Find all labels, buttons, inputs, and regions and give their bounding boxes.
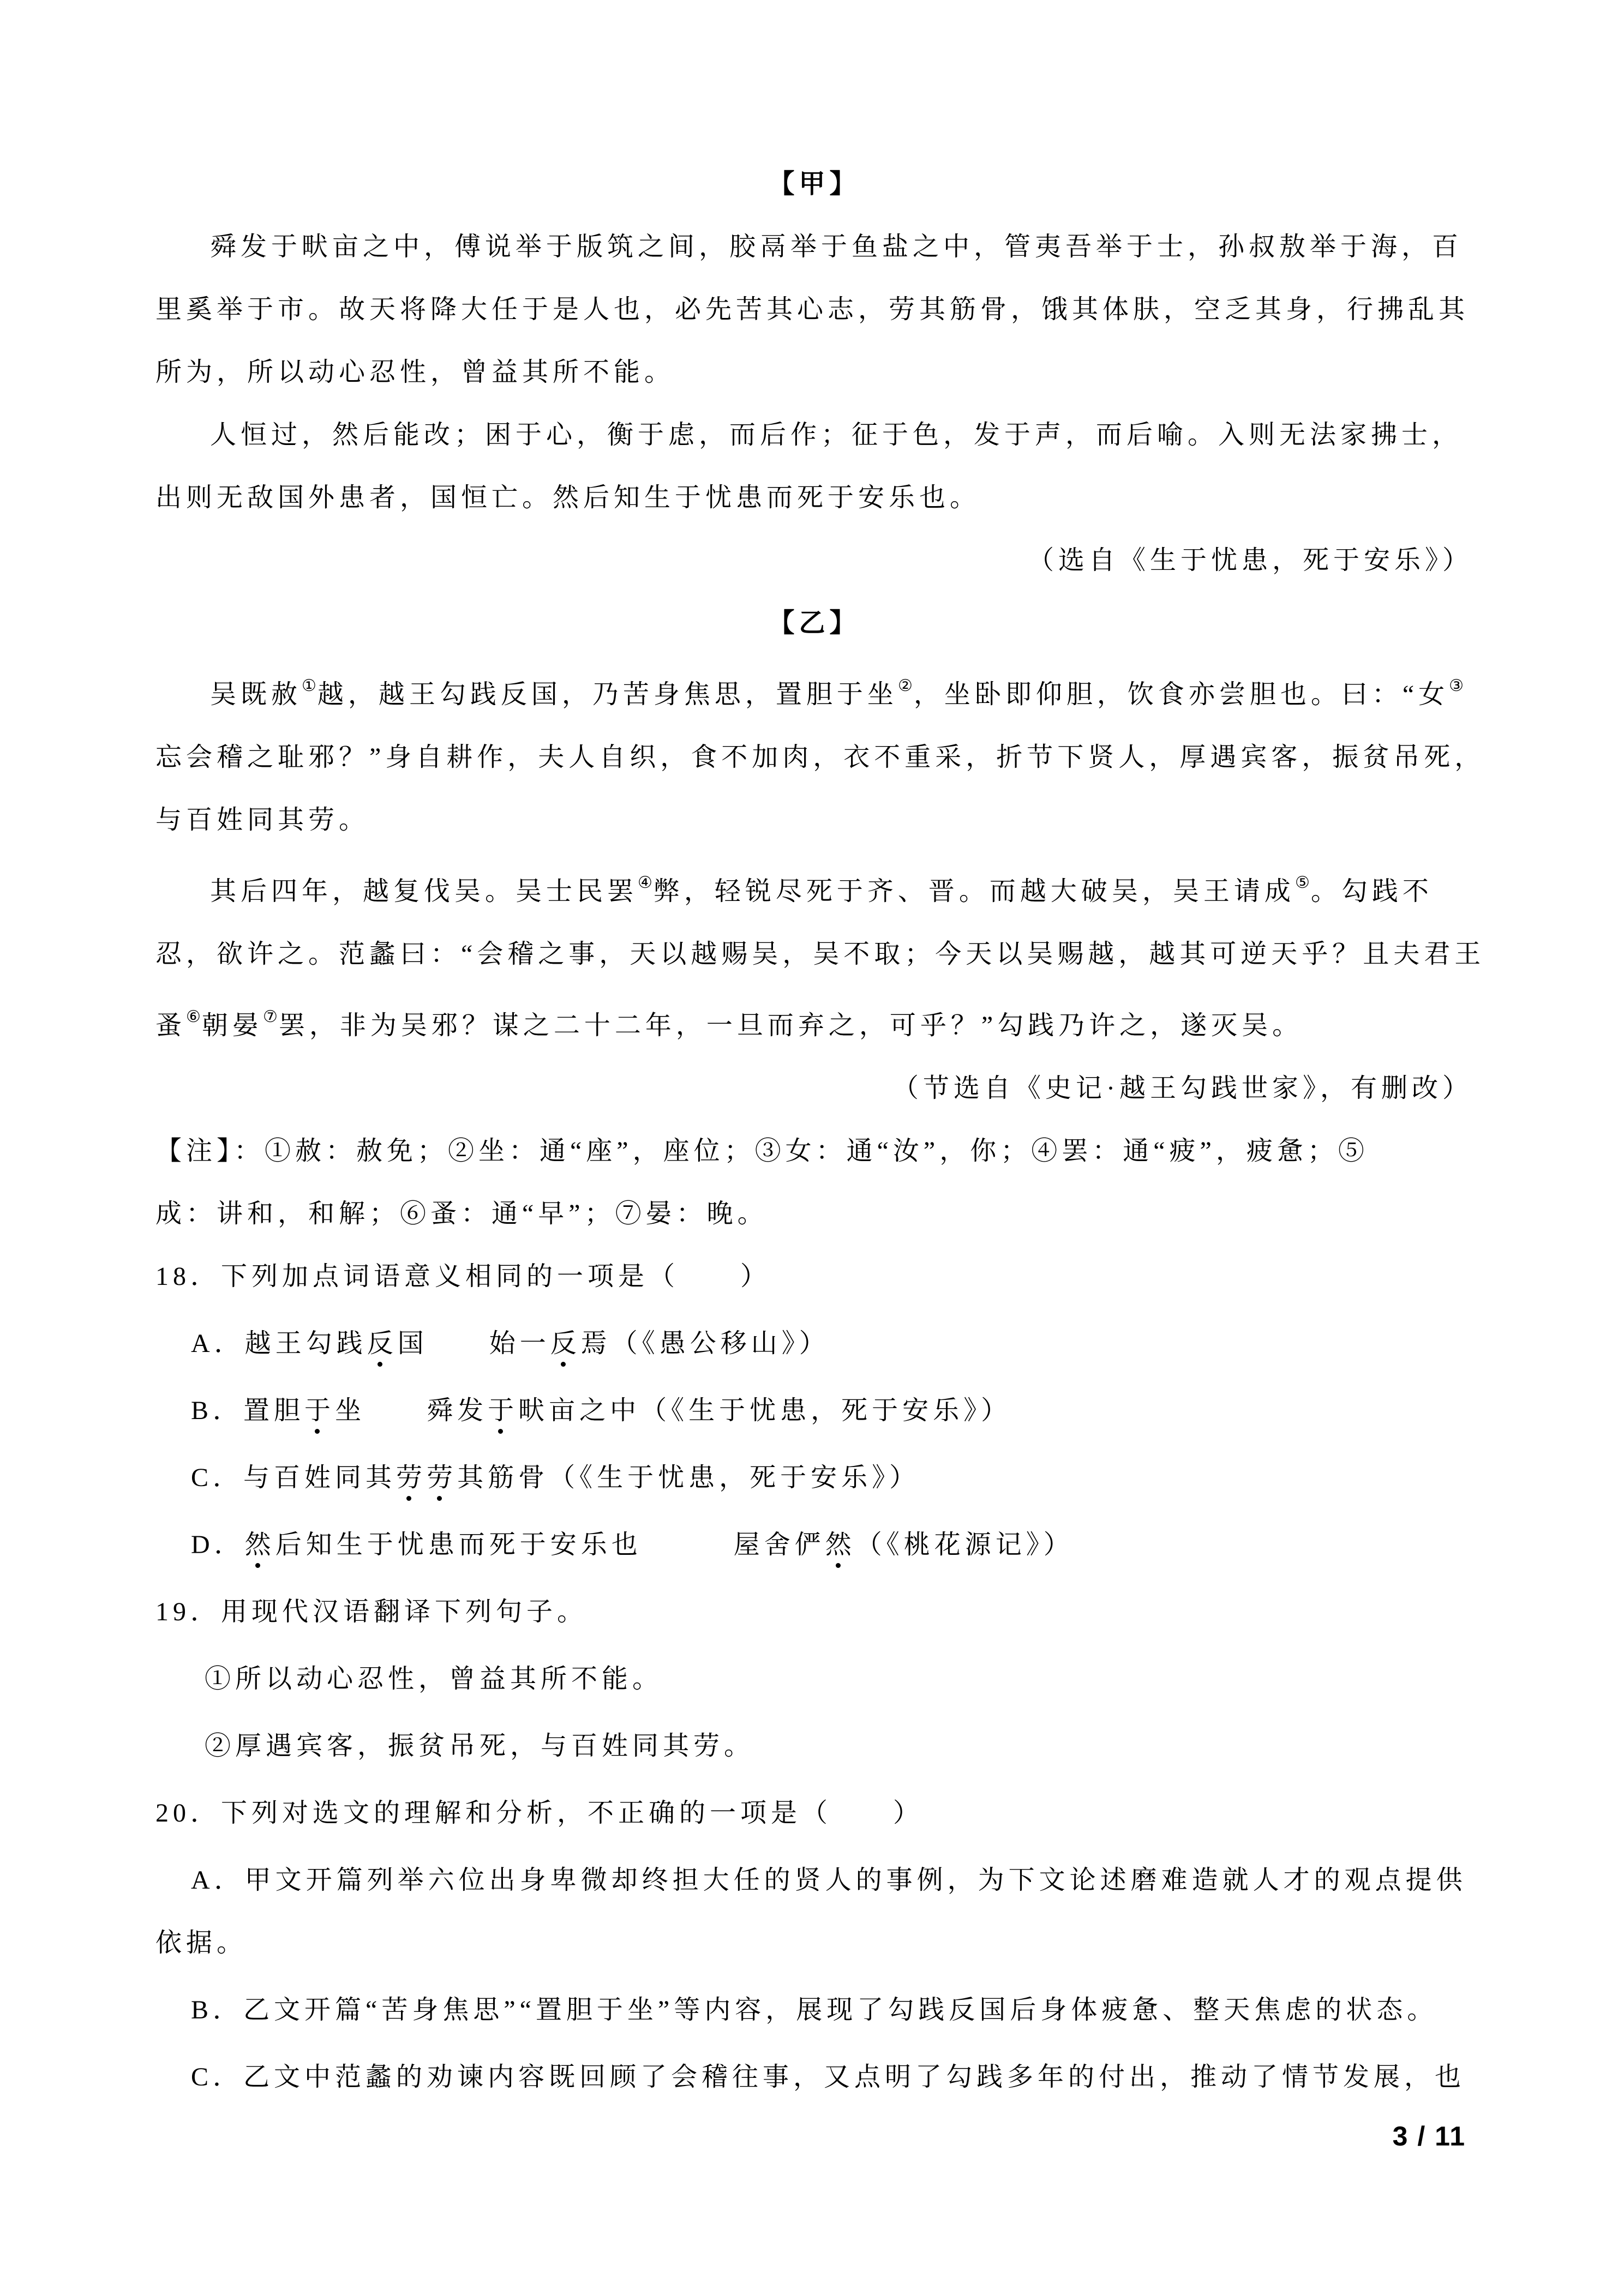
- footnote-marker-1: ①: [302, 677, 317, 695]
- question-18-option-a: [155, 1312, 1473, 1375]
- footnote-marker-7: ⑦: [262, 1008, 279, 1026]
- yi-p2-line1: [155, 851, 1473, 923]
- footnote-marker-4: ④: [638, 874, 654, 892]
- emphasized-char: 劳: [427, 1463, 458, 1492]
- jia-source-citation: （选自《生于忧患，死于安乐》）: [1027, 546, 1473, 575]
- option-label: C．: [191, 1463, 244, 1492]
- question-20-option-b: B．乙文开篇“苦身焦思”“置胆于坐”等内容，展现了勾践反国后身体疲惫、整天焦虑的状态。: [191, 1996, 1438, 2024]
- jia-p1-line2: 里奚举于市。故天将降大任于是人也，必先苦其心志，劳其筋骨，饿其体肤，空乏其身，行拂乱其: [155, 295, 1470, 324]
- option-label: A．: [191, 1329, 245, 1358]
- question-18-option-b: [155, 1379, 1473, 1442]
- text-segment: 蚤: [155, 1011, 187, 1040]
- yi-p2-line2: 忍，欲许之。范蠡曰：“会稽之事，天以越赐吴，吴不取；今天以吴赐越，越其可逆天乎？且夫君王: [155, 940, 1485, 969]
- question-18-option-c: [155, 1446, 1473, 1509]
- jia-p1-line1: 舜发于畎亩之中，傅说举于版筑之间，胶鬲举于鱼盐之中，管夷吾举于士，孙叔敖举于海，百: [210, 232, 1463, 261]
- question-19-item-2: ②厚遇宾客，振贫吊死，与百姓同其劳。: [205, 1732, 755, 1760]
- text-segment: 朝晏: [201, 1011, 263, 1040]
- question-18-option-d: [155, 1513, 1473, 1576]
- text-segment: 后知生于忧患而死于安乐也 屋舍俨: [275, 1530, 825, 1559]
- text-segment: 焉（《愚公移山》）: [580, 1329, 830, 1358]
- text-segment: 吴既赦: [210, 680, 302, 709]
- footnote-marker-6: ⑥: [186, 1008, 202, 1026]
- jia-p2-line2: 出则无敌国外患者，国恒亡。然后知生于忧患而死于安乐也。: [155, 483, 981, 512]
- yi-source-citation: （节选自《史记·越王勾践世家》，有删改）: [892, 1074, 1473, 1103]
- text-segment: 越王勾践: [244, 1329, 367, 1358]
- question-18-stem: 18．下列加点词语意义相同的一项是（ ）: [155, 1262, 771, 1291]
- yi-p1-line3: 与百姓同其劳。: [155, 806, 370, 834]
- emphasized-char: 然: [825, 1530, 856, 1559]
- jia-p1-line3: 所为，所以动心忍性，曾益其所不能。: [155, 358, 675, 387]
- text-segment: 弊，轻锐尽死于齐、晋。而越大破吴，吴王请成: [653, 877, 1295, 906]
- question-20-option-a-line2: 依据。: [155, 1928, 248, 1957]
- section-yi-title: 【乙】: [768, 609, 860, 638]
- text-segment: 坐 舜发: [335, 1396, 488, 1425]
- yi-p1-line1: [155, 654, 1473, 726]
- notes-line1: 【注】：①赦：赦免；②坐：通“座”，座位；③女：通“汝”，你；④罢：通“疲”，疲惫；⑤: [155, 1137, 1369, 1165]
- question-20-option-c: C．乙文中范蠡的劝谏内容既回顾了会稽往事，又点明了勾践多年的付出，推动了情节发展，也: [191, 2063, 1466, 2091]
- text-segment: 国 始一: [397, 1329, 550, 1358]
- footnote-marker-3: ③: [1449, 677, 1465, 695]
- emphasized-char: 劳: [396, 1463, 427, 1492]
- emphasized-char: 于: [488, 1396, 519, 1425]
- text-segment: 。勾践不: [1310, 877, 1433, 906]
- text-segment: 其后四年，越复伐吴。吴士民罢: [210, 877, 638, 906]
- text-segment: 越，越王勾践反国，乃苦身焦思，置胆于坐: [317, 680, 898, 709]
- yi-p1-line2: 忘会稽之耻邪？”身自耕作，夫人自织，食不加肉，衣不重采，折节下贤人，厚遇宾客，振贫吊死，: [155, 743, 1485, 772]
- emphasized-char: 然: [244, 1530, 275, 1559]
- jia-p2-line1: 人恒过，然后能改；困于心，衡于虑，而后作；征于色，发于声，而后喻。入则无法家拂士，: [210, 420, 1463, 449]
- page-number: 3 / 11: [1392, 2121, 1466, 2151]
- yi-p2-line3: [155, 985, 1473, 1057]
- emphasized-char: 反: [550, 1329, 581, 1358]
- text-segment: 置胆: [243, 1396, 305, 1425]
- emphasized-char: 于: [304, 1396, 335, 1425]
- option-label: D．: [191, 1530, 245, 1559]
- question-19-stem: 19．用现代汉语翻译下列句子。: [155, 1597, 588, 1626]
- text-segment: 其筋骨（《生于忧患，死于安乐》）: [457, 1463, 920, 1492]
- text-segment: 罢，非为吴邪？谋之二十二年，一旦而弃之，可乎？”勾践乃许之，遂灭吴。: [278, 1011, 1303, 1040]
- emphasized-char: 反: [367, 1329, 398, 1358]
- text-segment: 与百姓同其: [243, 1463, 397, 1492]
- question-20-stem: 20．下列对选文的理解和分析，不正确的一项是（ ）: [155, 1799, 924, 1828]
- question-20-option-a-line1: A．甲文开篇列举六位出身卑微却终担大任的贤人的事例，为下文论述磨难造就人才的观点提供: [191, 1866, 1467, 1895]
- option-label: B．: [191, 1396, 244, 1425]
- text-segment: （《桃花源记》）: [855, 1530, 1074, 1559]
- section-jia-title: 【甲】: [768, 170, 860, 199]
- question-19-item-1: ①所以动心忍性，曾益其所不能。: [205, 1664, 663, 1693]
- notes-line2: 成：讲和，和解；⑥蚤：通“早”；⑦晏：晚。: [155, 1199, 768, 1228]
- text-segment: ，坐卧即仰胆，饮食亦尝胆也。曰：“女: [913, 680, 1449, 709]
- text-segment: 畎亩之中（《生于忧患，死于安乐》）: [518, 1396, 1012, 1425]
- footnote-marker-5: ⑤: [1295, 874, 1311, 892]
- footnote-marker-2: ②: [897, 677, 914, 695]
- exam-content: [155, 153, 1485, 2108]
